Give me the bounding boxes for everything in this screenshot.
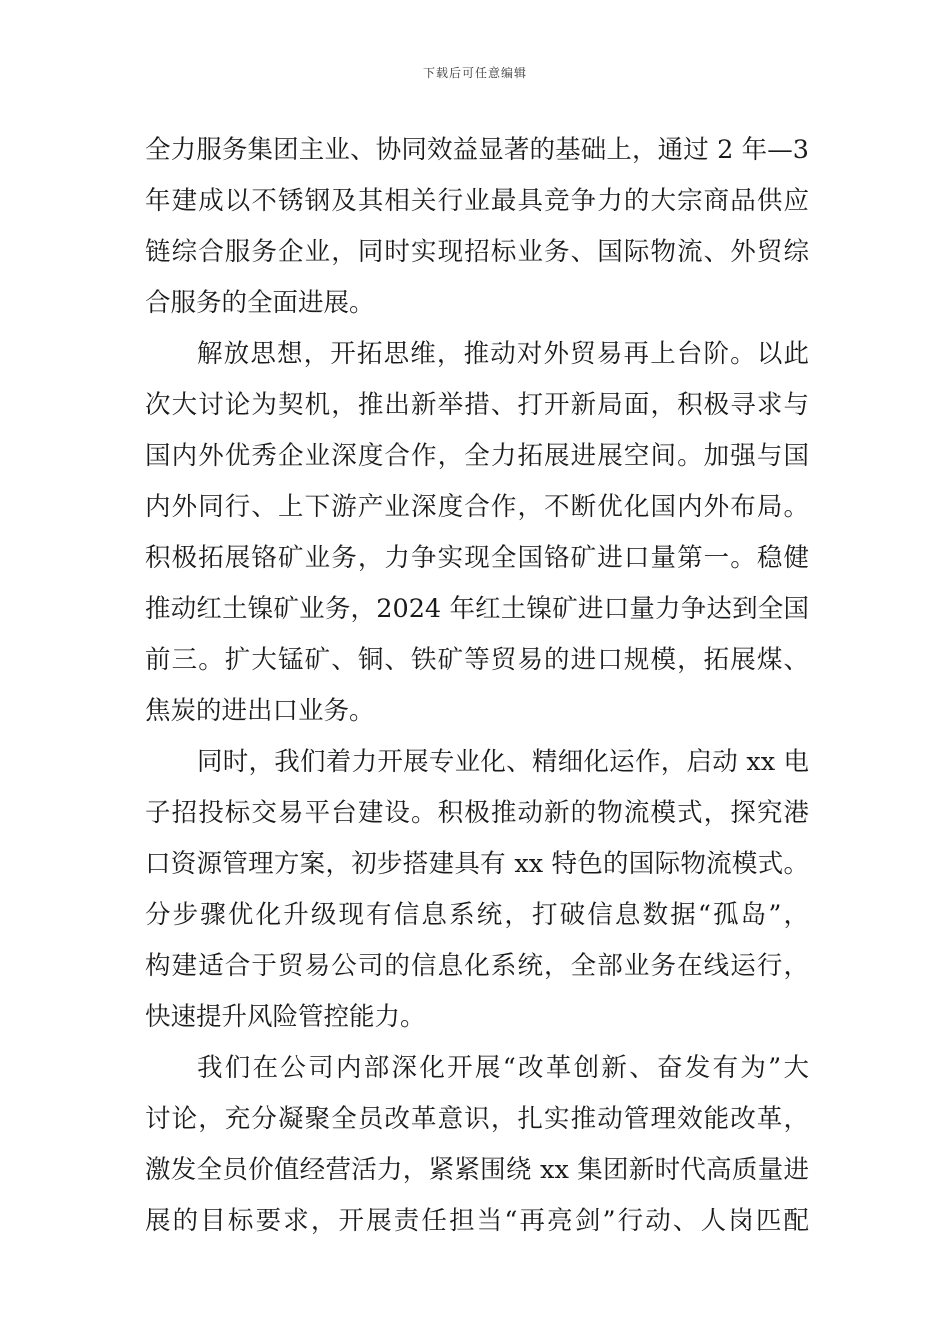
- text-line: 国内外优秀企业深度合作，全力拓展进展空间。加强与国: [145, 441, 809, 471]
- text-line: 焦炭的进出口业务。: [145, 696, 375, 726]
- text-line: 子招投标交易平台建设。积极推动新的物流模式，探究港: [145, 798, 809, 828]
- text-line: 激发全员价值经营活力，紧紧围绕 xx 集团新时代高质量进: [145, 1155, 809, 1185]
- paragraph-3: [145, 737, 809, 1043]
- paragraph-1: [145, 125, 809, 329]
- text-line: 构建适合于贸易公司的信息化系统，全部业务在线运行，: [145, 951, 809, 981]
- text-line: 积极拓展铬矿业务，力争实现全国铬矿进口量第一。稳健: [145, 543, 809, 573]
- text-line: 讨论，充分凝聚全员改革意识，扎实推动管理效能改革，: [145, 1104, 809, 1134]
- text-line: 同时，我们着力开展专业化、精细化运作，启动 xx 电: [197, 747, 809, 777]
- text-line: 前三。扩大锰矿、铜、铁矿等贸易的进口规模，拓展煤、: [145, 645, 809, 675]
- text-line: 年建成以不锈钢及其相关行业最具竞争力的大宗商品供应: [145, 186, 809, 216]
- text-line: 全力服务集团主业、协同效益显著的基础上，通过 2 年—3: [145, 135, 809, 165]
- text-line: 口资源管理方案，初步搭建具有 xx 特色的国际物流模式。: [145, 849, 809, 879]
- text-line: 快速提升风险管控能力。: [145, 1002, 426, 1032]
- text-line: 解放思想，开拓思维，推动对外贸易再上台阶。以此: [197, 339, 809, 369]
- text-line: 展的目标要求，开展责任担当“再亮剑”行动、人岗匹配: [145, 1206, 809, 1236]
- document-body: [145, 125, 809, 1247]
- text-line: 链综合服务企业，同时实现招标业务、国际物流、外贸综: [145, 237, 809, 267]
- page-header-note: 下载后可任意编辑: [422, 66, 527, 80]
- paragraph-2: [145, 329, 809, 737]
- text-line: 推动红土镍矿业务，2024 年红土镍矿进口量力争达到全国: [145, 594, 809, 624]
- text-line: 分步骤优化升级现有信息系统，打破信息数据“孤岛”，: [145, 900, 809, 930]
- text-line: 合服务的全面进展。: [145, 288, 375, 318]
- text-line: 我们在公司内部深化开展“改革创新、奋发有为”大: [197, 1053, 809, 1083]
- paragraph-4: [145, 1043, 809, 1247]
- text-line: 次大讨论为契机，推出新举措、打开新局面，积极寻求与: [145, 390, 809, 420]
- text-line: 内外同行、上下游产业深度合作，不断优化国内外布局。: [145, 492, 809, 522]
